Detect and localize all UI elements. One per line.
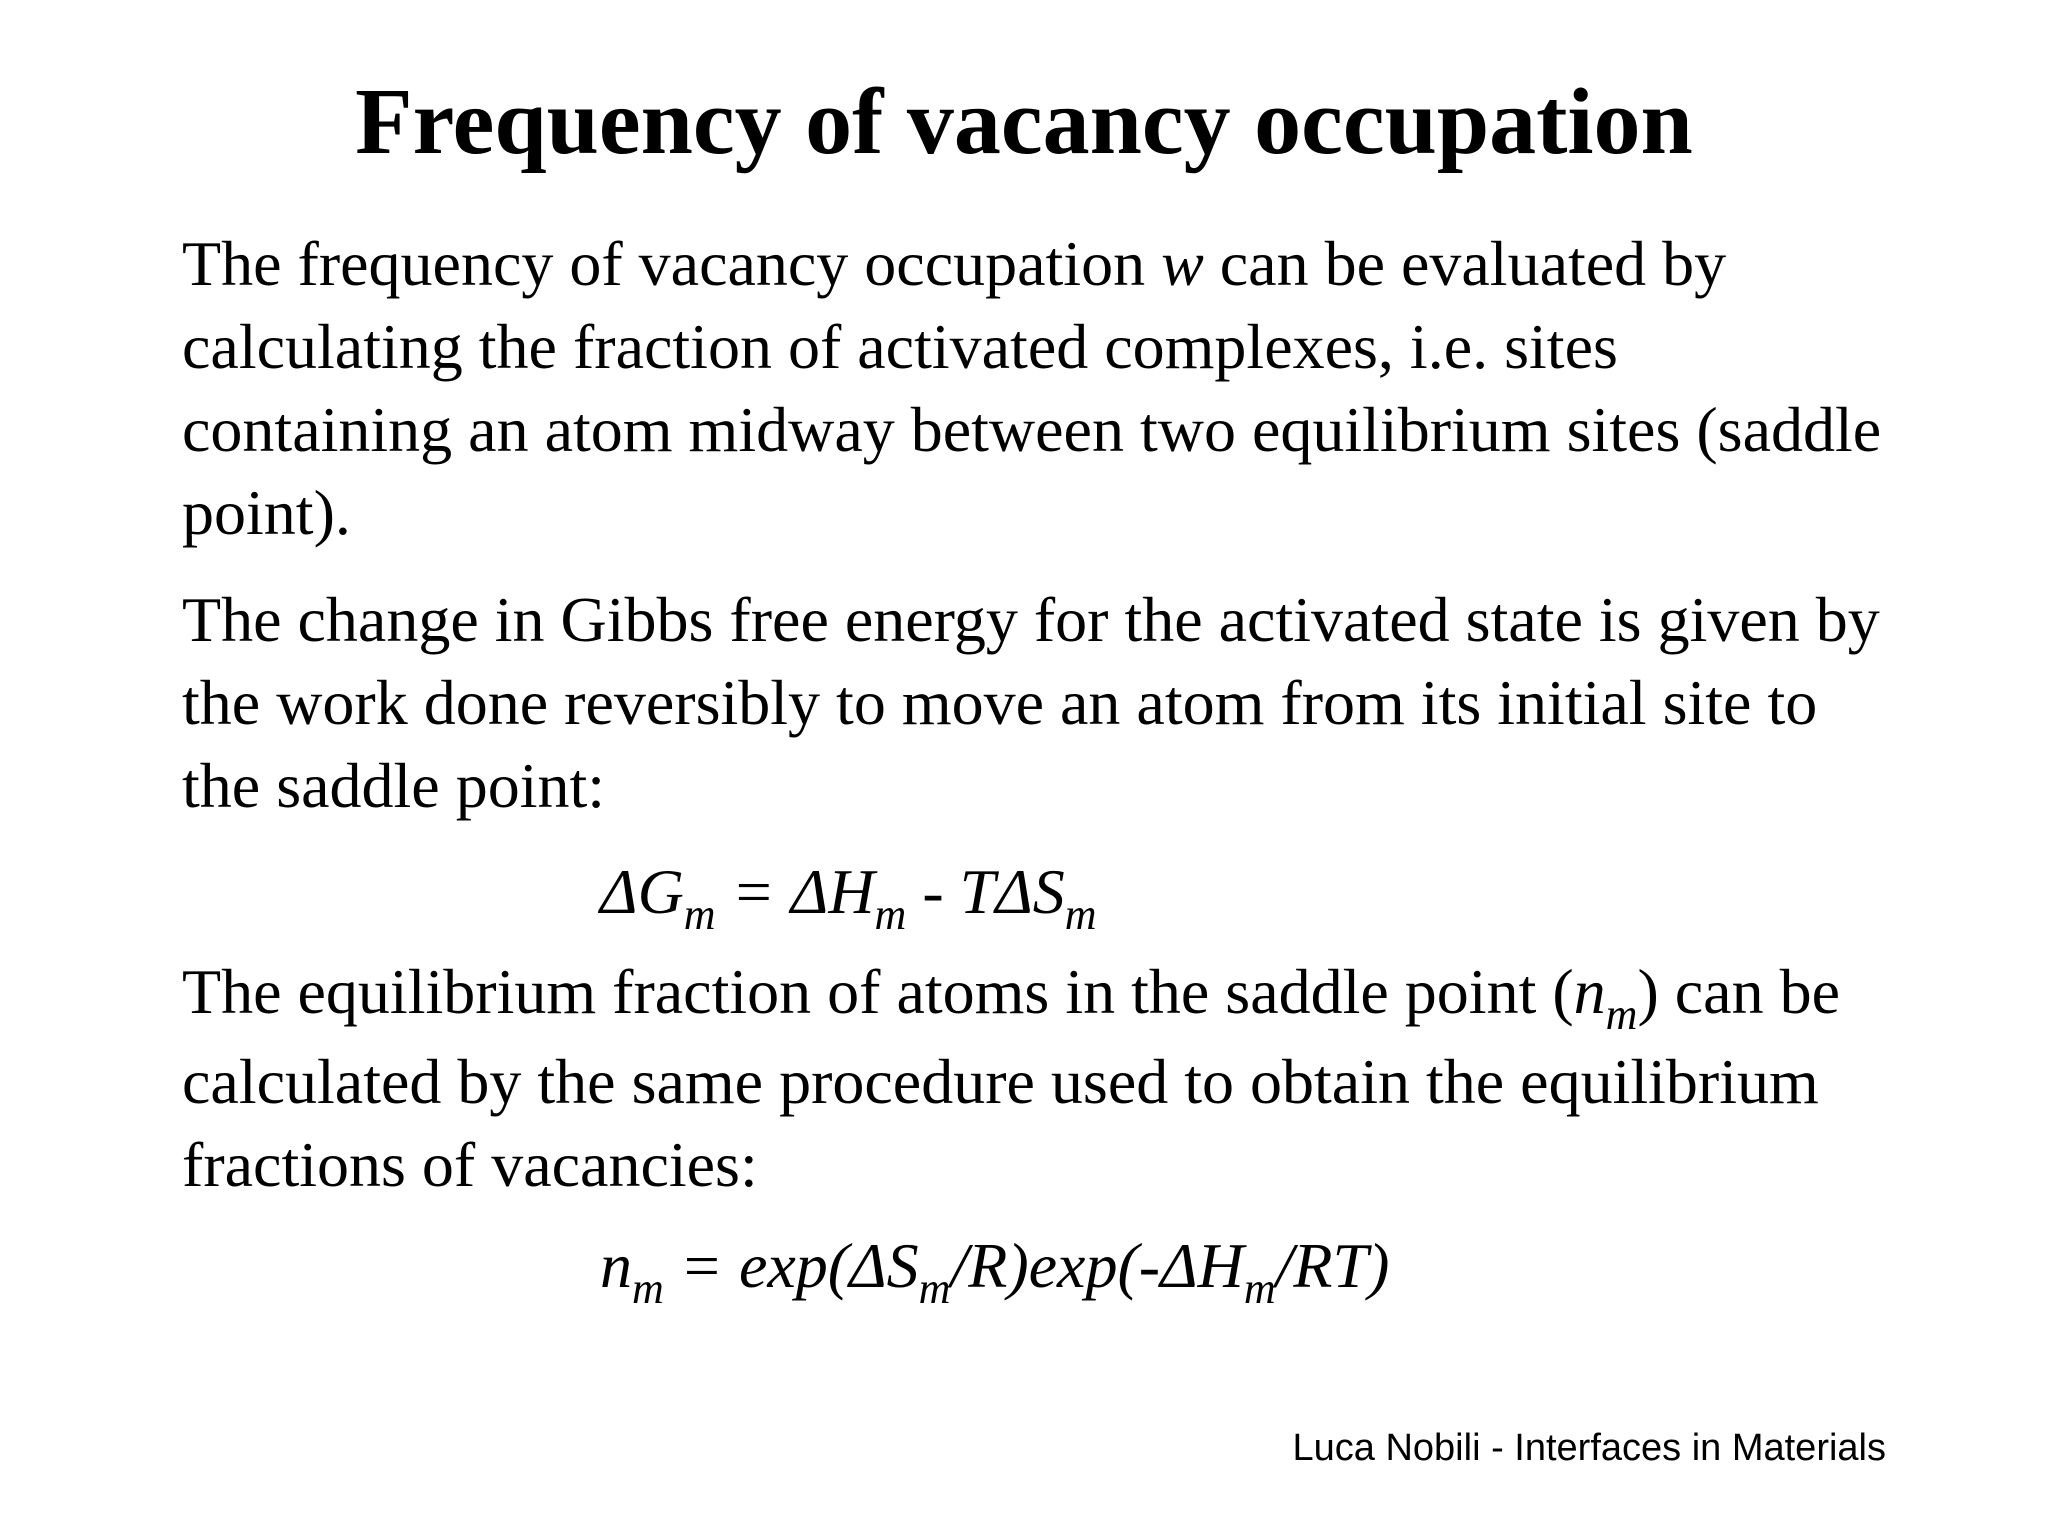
paragraph3-text-end: ) can be calculated by the same procedure used to obtain the equilibrium fractions of vacancies: [182, 956, 1840, 1200]
paragraph3-text-start: The equilibrium fraction of atoms in the saddle point ( [182, 956, 1574, 1027]
eq2-tail: /RT) [1275, 1230, 1390, 1301]
paragraph-vacancy-frequency [182, 222, 1902, 554]
equation-fraction [600, 1226, 1389, 1313]
eq1-enthalpy-subscript: m [874, 890, 907, 939]
variable-w: w [1161, 228, 1204, 299]
slide-footer: Luca Nobili - Interfaces in Materials [1292, 1427, 1886, 1469]
paragraph1-text-start: The frequency of vacancy occupation [182, 228, 1162, 299]
eq2-entropy-term: = exp(ΔS [663, 1230, 919, 1301]
eq1-lhs-subscript: m [683, 890, 716, 939]
eq2-entropy-subscript: m [918, 1264, 951, 1313]
eq2-enthalpy-term: /R)exp(-ΔH [950, 1230, 1244, 1301]
eq1-lhs: ΔG [600, 856, 684, 927]
variable-n-subscript: m [1605, 990, 1638, 1039]
paragraph-equilibrium-fraction [182, 950, 1902, 1206]
paragraph1-text-end: can be evaluated by calculating the fraction of activated complexes, i.e. sites containing an atom midway between two equilibrium sites (saddle point). [182, 228, 1882, 548]
eq1-enthalpy: = ΔH [715, 856, 875, 927]
eq2-lhs-subscript: m [632, 1264, 664, 1313]
eq2-lhs: n [600, 1230, 632, 1301]
slide-title: Frequency of vacancy occupation [355, 70, 1693, 174]
paragraph-gibbs-energy: The change in Gibbs free energy for the activated state is given by the work done reversibly to move an atom from its initial site to the saddle point: [182, 584, 1880, 821]
eq2-enthalpy-subscript: m [1243, 1264, 1276, 1313]
equation-gibbs [600, 852, 1097, 939]
variable-n: n [1573, 956, 1606, 1027]
eq1-entropy-subscript: m [1064, 890, 1097, 939]
eq1-entropy: - TΔS [906, 856, 1065, 927]
